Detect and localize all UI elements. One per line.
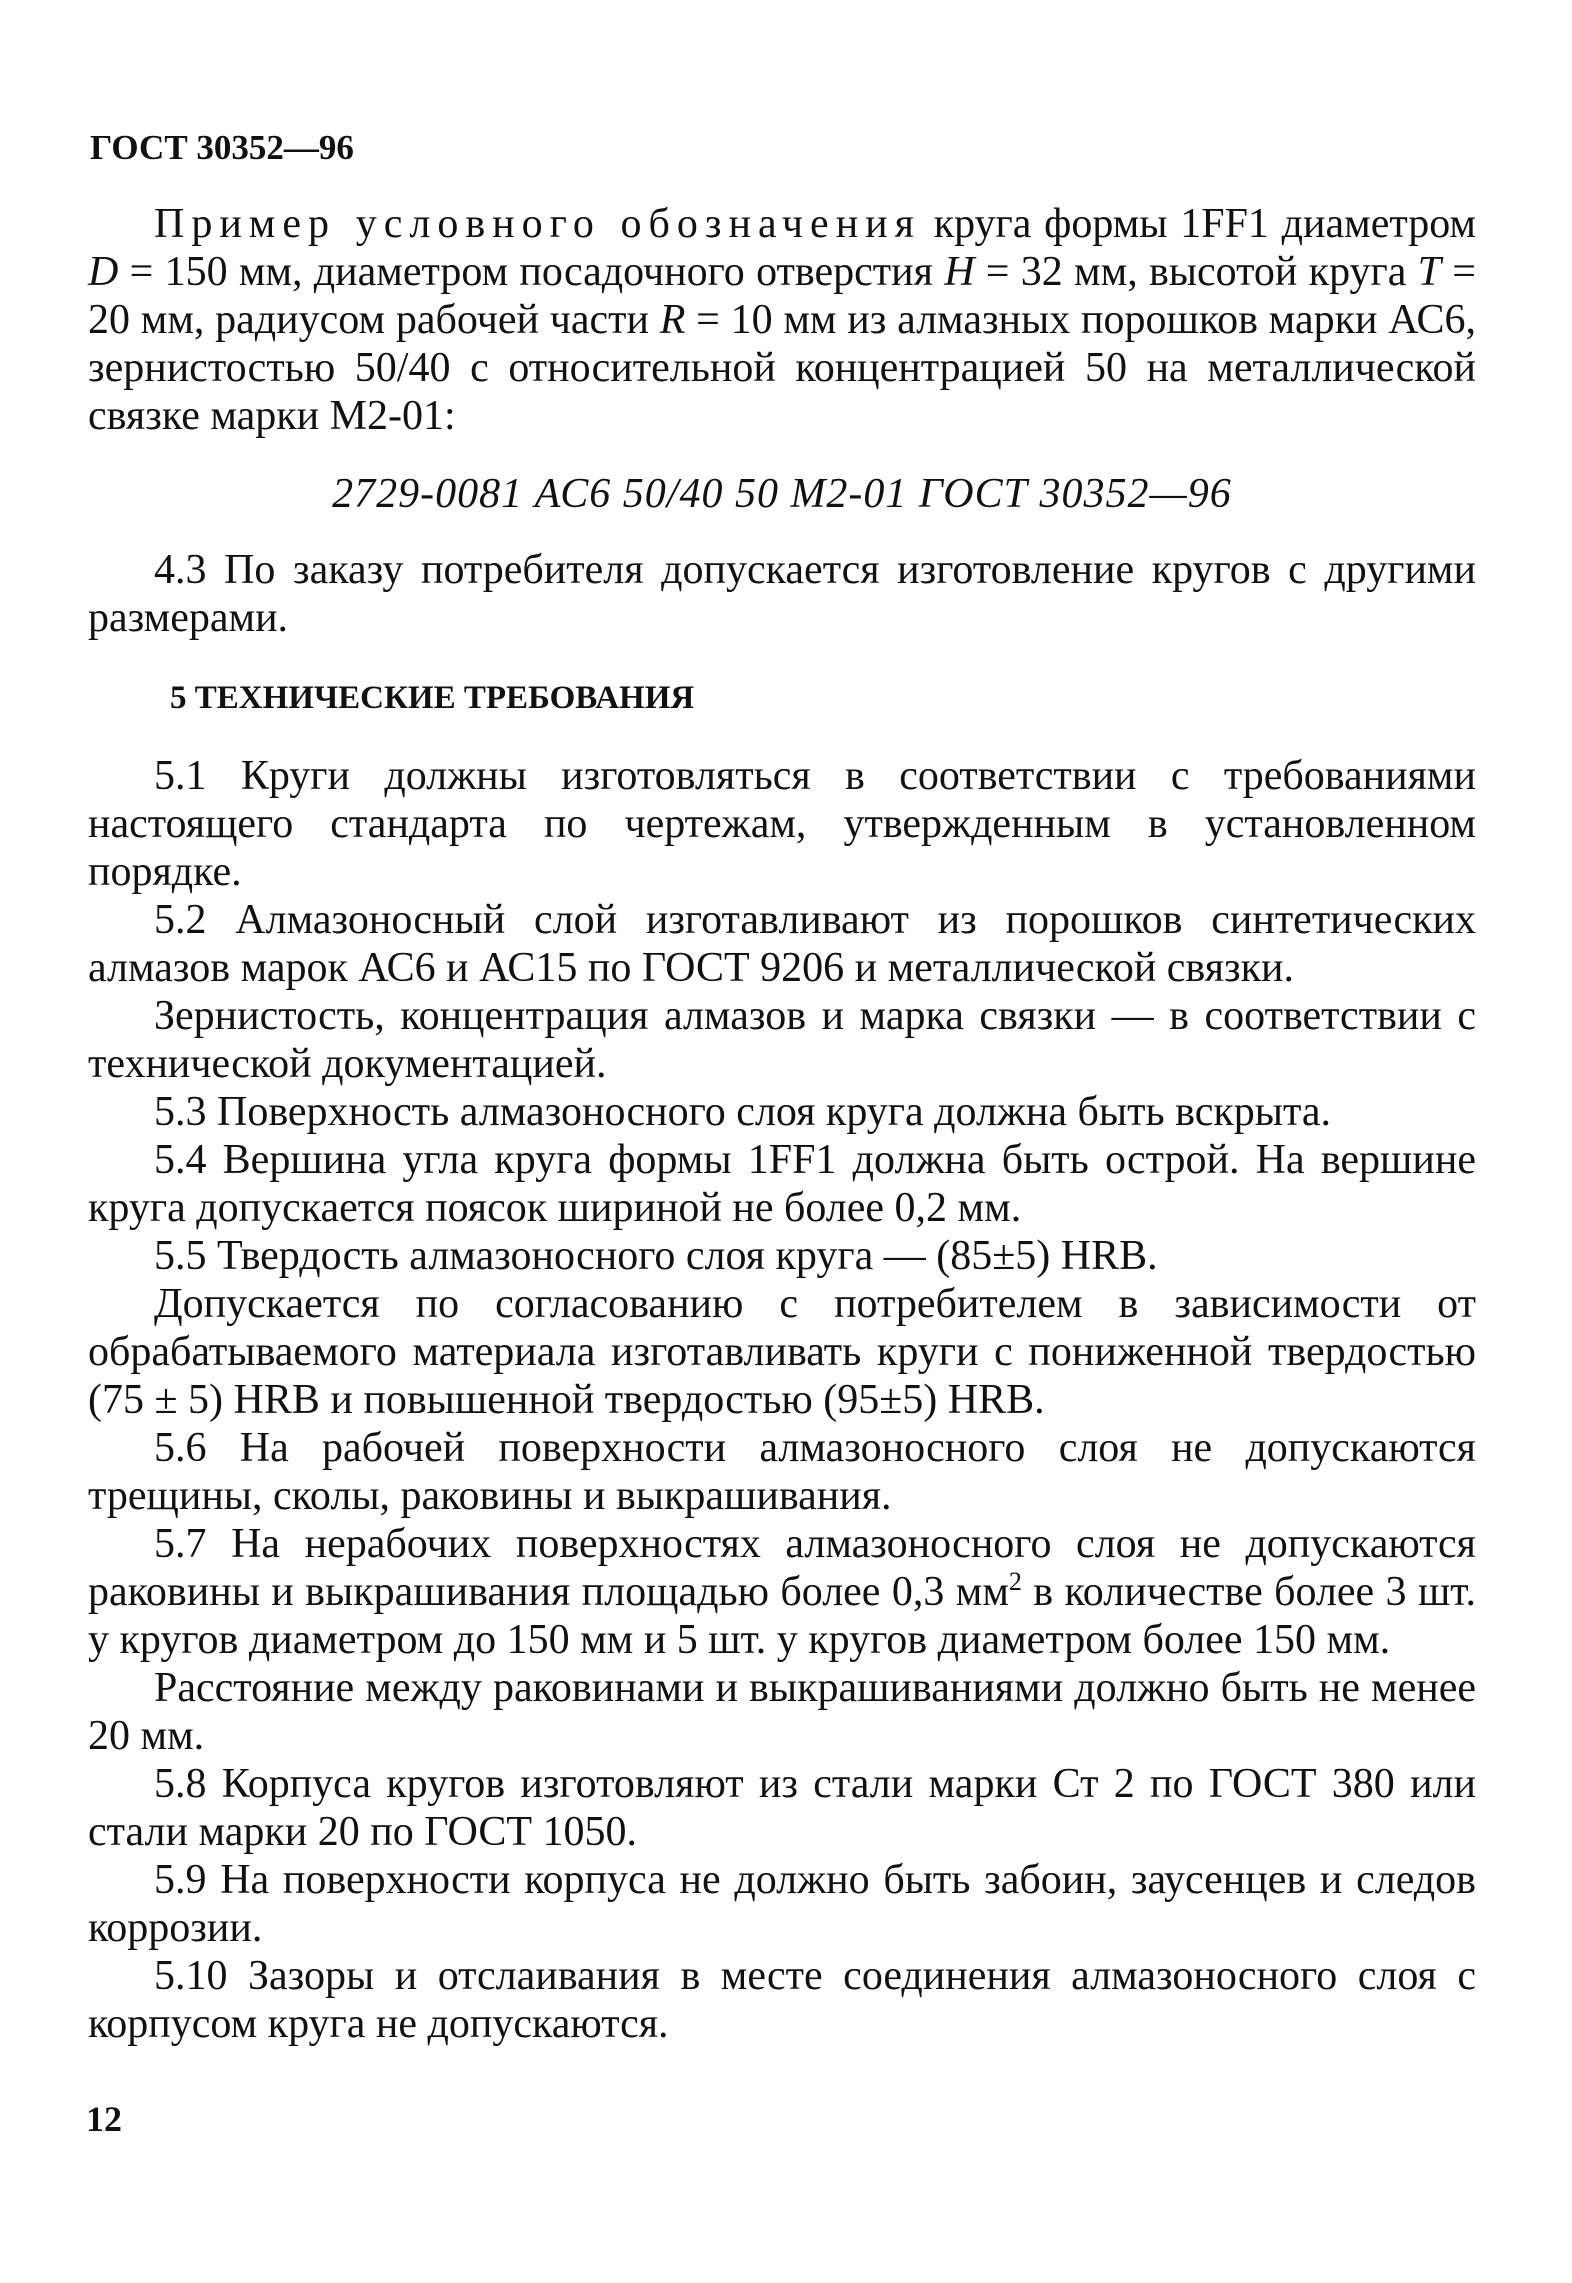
example-text-2: = 150 мм, диаметром посадочного отверстия [118,249,945,295]
document-body [88,200,1476,2048]
paragraph-5-8: 5.8 Корпуса кругов изготовляют из стали марки Ст 2 по ГОСТ 380 или стали марки 20 по ГОСТ 1050. [88,1761,1476,1855]
page-number: 12 [86,2099,122,2139]
paragraph-5-2: 5.2 Алмазоносный слой изготавливают из порошков синтетических алмазов марок АС6 и АС15 по ГОСТ 9206 и металлической связки. [88,897,1476,991]
designation-formula: 2729-0081 АС6 50/40 50 М2-01 ГОСТ 30352—96 [332,471,1232,517]
example-text-5: = 10 мм из алмазных порошков марки АС6, зернистостью 50/40 с относительной концентрацией 50 на металлической связке марки М2-01: [88,297,1476,439]
paragraph-5-4: 5.4 Вершина угла круга формы 1FF1 должна быть острой. На вершине круга допускается поясок шириной не более 0,2 мм. [88,1137,1476,1231]
example-text-4: = 20 мм, радиусом рабочей части [88,249,1476,343]
superscript-2: 2 [1008,1567,1022,1596]
paragraph-5-6: 5.6 На рабочей поверхности алмазоносного слоя не допускаются трещины, сколы, раковины и выкрашивания. [88,1425,1476,1519]
paragraph-5-3: 5.3 Поверхность алмазоносного слоя круга должна быть вскрыта. [154,1089,1332,1135]
example-text-1: круга формы 1FF1 диаметром [920,201,1476,247]
paragraph-5-5-note: Допускается по согласованию с потребителем в зависимости от обрабатываемого материала изготавливать круги с пониженной твердостью (75 ± 5) HRB и повышенной твердостью (95±5) HRB. [88,1281,1476,1423]
paragraph-5-7 [88,1520,1476,1664]
paragraph-5-7-b: в количестве более 3 шт. у кругов диаметром до 150 мм и 5 шт. у кругов диаметром более 150 мм. [88,1569,1476,1663]
example-lead: Пример условного обозначения [154,201,921,247]
paragraph-5-2-note: Зернистость, концентрация алмазов и марка связки — в соответствии с технической документацией. [88,993,1476,1087]
section-5-heading: 5 ТЕХНИЧЕСКИЕ ТРЕБОВАНИЯ [170,680,695,716]
example-paragraph [88,200,1476,440]
var-r: R [659,297,686,343]
paragraph-5-10: 5.10 Зазоры и отслаивания в месте соединения алмазоносного слоя с корпусом круга не допускаются. [88,1953,1476,2047]
paragraph-4-3: 4.3 По заказу потребителя допускается изготовление кругов с другими размерами. [88,547,1476,641]
example-text-3: = 32 мм, высотой круга [974,249,1418,295]
paragraph-5-7-a: 5.7 На нерабочих поверхностях алмазоносного слоя не допускаются раковины и выкрашивания площадью более 0,3 мм [88,1521,1476,1615]
var-d: D [88,249,119,295]
paragraph-5-1: 5.1 Круги должны изготовляться в соответствии с требованиями настоящего стандарта по чертежам, утвержденным в установленном порядке. [88,753,1476,895]
paragraph-5-5: 5.5 Твердость алмазоносного слоя круга — (85±5) HRB. [154,1233,1158,1279]
var-t: T [1417,249,1442,295]
document-id-header: ГОСТ 30352—96 [90,128,354,167]
var-h: H [944,249,975,295]
paragraph-5-7-note: Расстояние между раковинами и выкрашиваниями должно быть не менее 20 мм. [88,1665,1476,1759]
paragraph-5-9: 5.9 На поверхности корпуса не должно быть забоин, заусенцев и следов коррозии. [88,1857,1476,1951]
